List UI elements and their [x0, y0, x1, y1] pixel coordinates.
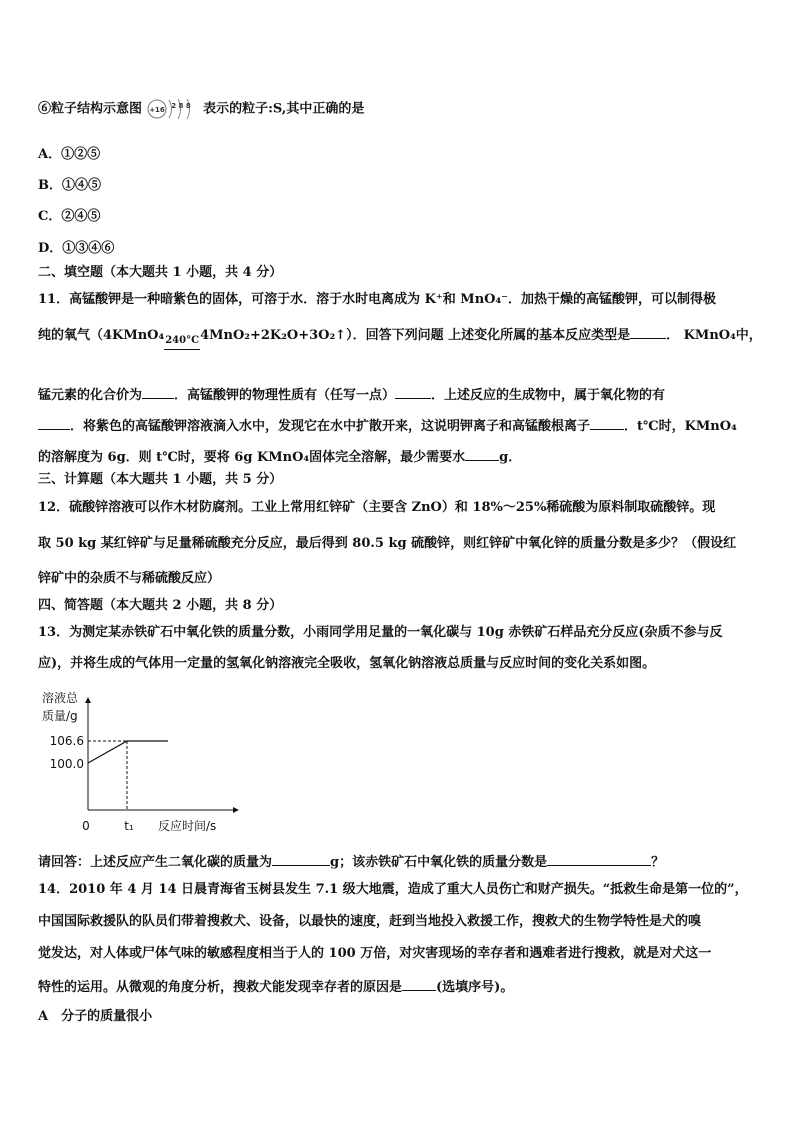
chart-ylabel-line2: 质量/g: [42, 709, 78, 723]
q13-line2: 应)，并将生成的气体用一定量的氢氧化钠溶液完全吸收，氢氧化钠溶液总质量与反应时间的变化关系如图。: [38, 656, 656, 671]
q13-blank-fe2o3-percent[interactable]: [547, 853, 651, 866]
q11-line3: [38, 386, 665, 404]
q13-line1: 13．为测定某赤铁矿石中氧化铁的质量分数，小雨同学用足量的一氧化碳与 10g 赤铁矿石样品充分反应(杂质不参与反: [38, 625, 723, 640]
q11-blank-reaction-type[interactable]: [630, 326, 666, 339]
q11-blank-valence[interactable]: [142, 386, 174, 399]
q11-line4-part-b: ．t℃时，KMnO₄: [624, 419, 737, 434]
q13-blank-co2-mass[interactable]: [272, 853, 330, 866]
q14-line4-part-a: 特性的运用。从微观的角度分析，搜救犬能发现幸存者的原因是: [38, 980, 403, 995]
q10-option-c[interactable]: C．②④⑤: [38, 209, 101, 224]
q10-item6-suffix: 表示的粒子:S,其中正确的是: [203, 101, 365, 117]
section-2-heading: 二、填空题（本大题共 1 小题，共 4 分）: [38, 265, 283, 280]
q11-line2-part-b: 4MnO₂+2K₂O+3O₂↑）．回答下列问题 上述变化所属的基本反应类型是: [200, 328, 631, 343]
chart-ytick-100-0: 100.0: [49, 757, 84, 771]
q11-blank-physical-property[interactable]: [395, 386, 431, 399]
chart-xlabel: 反应时间/s: [158, 819, 217, 833]
atom-shells-label: 2 8 8: [170, 102, 191, 110]
q10-item6: [38, 97, 364, 121]
q10-option-d[interactable]: D．①③④⑥: [38, 241, 115, 256]
q14-line1: 14．2010 年 4 月 14 日晨青海省玉树县发生 7.1 级大地震，造成了重大人员伤亡和财产损失。“抵救生命是第一位的”，: [38, 882, 748, 897]
section-3-heading: 三、计算题（本大题共 1 小题，共 5 分）: [38, 472, 283, 487]
q11-blank-oxides[interactable]: [38, 417, 70, 430]
q11-line1: 11．高锰酸钾是一种暗紫色的固体，可溶于水．溶于水时电离成为 K⁺和 MnO₄⁻．加热干燥的高锰酸钾，可以制得极: [38, 292, 717, 307]
q11-line5-part-a: 的溶解度为 6g．则 t℃时，要将 6g KMnO₄固体完全溶解，最少需要水: [38, 450, 466, 465]
q11-line3-part-c: ．上述反应的生成物中，属于氧化物的有: [431, 388, 666, 403]
q11-line5: [38, 448, 521, 466]
q14-option-a[interactable]: A 分子的质量很小: [38, 1009, 153, 1024]
q11-line2-part-c: ． KMnO₄中，: [666, 328, 762, 343]
chart-ylabel-line1: 溶液总: [42, 691, 79, 705]
q13-question: [38, 853, 664, 871]
chart-xtick-0: 0: [82, 819, 90, 833]
atom-nucleus-label: +16: [148, 106, 165, 114]
q11-line3-part-b: ．高锰酸钾的物理性质有（任写一点）: [174, 388, 396, 403]
q11-line5-part-b: g．: [499, 450, 522, 465]
q10-option-a[interactable]: A．①②⑤: [38, 147, 101, 162]
atom-structure-diagram: [147, 97, 199, 121]
q14-line4-part-b: (选填序号)。: [436, 980, 514, 995]
q13-ask-part-b: g；该赤铁矿石中氧化铁的质量分数是: [330, 855, 548, 870]
section-4-heading: 四、简答题（本大题共 2 小题，共 8 分）: [38, 598, 283, 613]
q10-item6-prefix: ⑥粒子结构示意图: [38, 101, 143, 117]
q11-blank-water-mass[interactable]: [465, 448, 499, 461]
q11-line4: [38, 417, 737, 435]
q10-option-b[interactable]: B．①④⑤: [38, 178, 101, 193]
q11-line4-part-a: ．将紫色的高锰酸钾溶液滴入水中，发现它在水中扩散开来，这说明钾离子和高锰酸根离子: [70, 419, 591, 434]
chart-series-line: [88, 741, 168, 763]
q11-line3-part-a: 锰元素的化合价为: [38, 388, 143, 403]
q14-line4: [38, 978, 513, 996]
q11-line2: [38, 326, 762, 346]
chart-ytick-106-6: 106.6: [49, 734, 84, 748]
q12-line1: 12．硫酸锌溶液可以作木材防腐剂。工业上常用红锌矿（主要含 ZnO）和 18%～25%稀硫酸为原料制取硫酸锌。现: [38, 500, 716, 515]
q14-line3: 觉发达，对人体或尸体气味的敏感程度相当于人的 100 万倍，对灾害现场的幸存者和遇难者进行搜救，就是对犬这一: [38, 946, 712, 961]
reaction-condition: 240°C: [164, 333, 200, 350]
q12-line2: 取 50 kg 某红锌矿与足量稀硫酸充分反应，最后得到 80.5 kg 硫酸锌，则红锌矿中氧化锌的质量分数是多少？（假设红: [38, 536, 737, 551]
mass-time-chart: [38, 688, 258, 838]
q13-ask-part-a: 请回答：上述反应产生二氧化碳的质量为: [38, 855, 273, 870]
q14-blank-answer[interactable]: [402, 978, 436, 991]
q11-blank-ion-motion[interactable]: [590, 417, 624, 430]
q12-line3: 锌矿中的杂质不与稀硫酸反应）: [38, 571, 221, 586]
chart-xtick-t1: t₁: [124, 819, 134, 833]
q11-line2-part-a: 纯的氧气（4KMnO₄: [38, 328, 165, 343]
q14-line2: 中国国际救援队的队员们带着搜救犬、设备，以最快的速度，赶到当地投入救援工作，搜救犬的生物学特性是犬的嗅: [38, 914, 702, 929]
q13-ask-part-c: ？: [651, 855, 665, 870]
